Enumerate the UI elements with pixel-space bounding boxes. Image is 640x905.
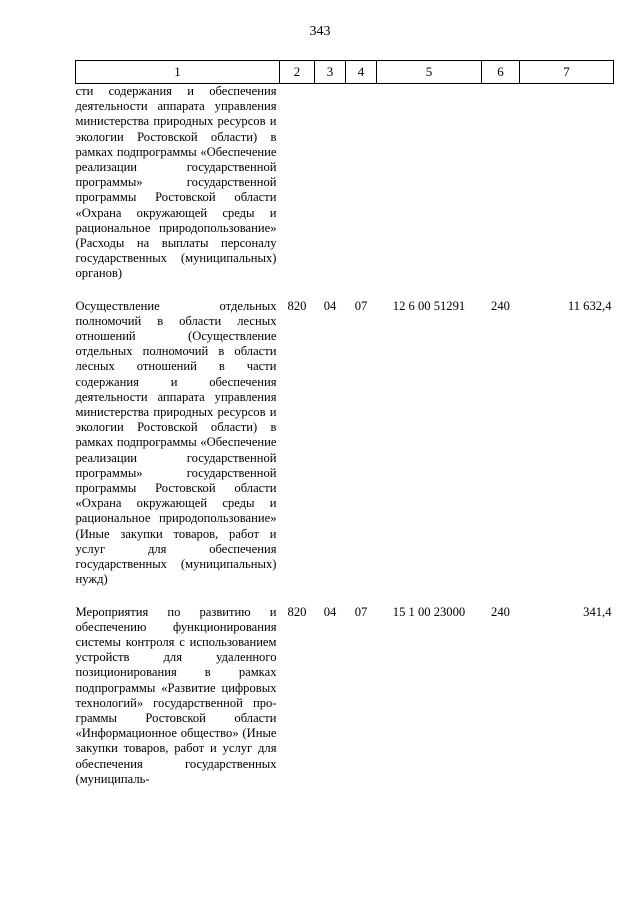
row-expense-type: 240 xyxy=(491,604,510,619)
row-expense-type: 240 xyxy=(491,298,510,313)
page-number: 343 xyxy=(309,24,331,39)
row-expense-type xyxy=(482,84,520,282)
row-target-article xyxy=(377,84,482,282)
row-ministry-code xyxy=(280,84,315,282)
row-target-article: 15 1 00 23000 xyxy=(392,604,466,619)
row-section-code: 04 xyxy=(323,604,337,619)
row-description: Мероприятия по развитию и обеспечению функционирования системы контроля с использованием устройств для удаленного позиционирования в рамках подпрограммы «Развитие цифровых технологий» государственной программы Ростовской области «Информационное общество» (Иные закупки товаров, работ и услуг для обеспечения государственных (муниципаль- xyxy=(75,604,277,786)
column-header-3: 3 xyxy=(315,61,346,84)
row-amount: 11 632,4 xyxy=(567,298,612,313)
row-section-code xyxy=(315,84,346,282)
column-header-1: 1 xyxy=(76,61,280,84)
row-ministry-code: 820 xyxy=(287,604,307,619)
column-header-4: 4 xyxy=(346,61,377,84)
row-subsection-code xyxy=(346,84,377,282)
row-amount: 341,4 xyxy=(583,604,612,619)
row-description: Осуществление отдельных полномочий в области лесных отношений (Осуществление отдельных полномочий в области лесных отношений в части содержания и обеспечения деятельности аппарата управления министерства природных ресурсов и экологии Ростовской области) в рамках подпрограммы «Обеспечение реализации государственной программы» государственной программы Ростовской области «Охрана окружающей среды и рациональное природопользование» (Иные закупки товаров, работ и услуг для обеспечения государственных (муниципальных) нужд) xyxy=(75,298,277,587)
row-ministry-code: 820 xyxy=(287,298,307,313)
column-header-2: 2 xyxy=(280,61,315,84)
row-target-article: 12 6 00 51291 xyxy=(392,298,466,313)
table-row xyxy=(76,84,614,282)
table-row xyxy=(76,588,614,787)
row-subsection-code: 07 xyxy=(354,298,368,313)
row-subsection-code: 07 xyxy=(354,604,368,619)
table-row xyxy=(76,282,614,588)
budget-table xyxy=(75,60,614,787)
column-header-5: 5 xyxy=(377,61,482,84)
table-header xyxy=(76,61,614,84)
row-description: сти содержания и обеспечения деятельности аппарата управления министерства природных ресурсов и экологии Ростовской области) в рамках подпрограммы «Обеспечение реализации государственной программы» государственной программы Ростовской области «Охрана окружающей среды и рациональное природопользование» (Расходы на выплаты персоналу государственных (муниципальных) органов) xyxy=(75,84,277,281)
row-section-code: 04 xyxy=(323,298,337,313)
row-amount xyxy=(520,84,614,282)
column-header-6: 6 xyxy=(482,61,520,84)
column-header-7: 7 xyxy=(520,61,614,84)
